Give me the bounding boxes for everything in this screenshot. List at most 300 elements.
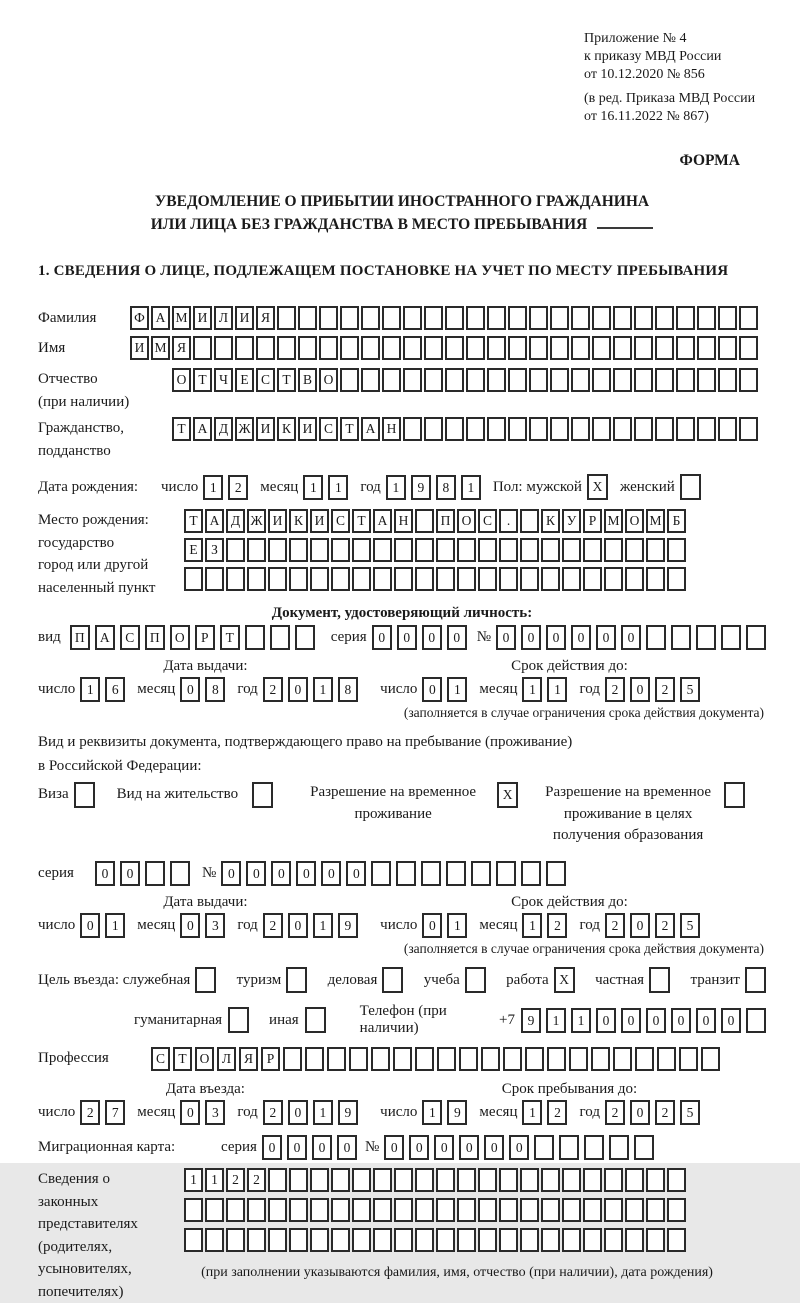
form-cell[interactable]: О — [170, 625, 190, 650]
form-cell[interactable]: 2 — [263, 913, 283, 938]
form-cell[interactable]: 0 — [484, 1135, 504, 1160]
form-cell[interactable]: С — [319, 417, 338, 441]
form-cell[interactable] — [676, 336, 695, 360]
form-cell[interactable] — [604, 1198, 623, 1222]
form-cell[interactable]: 0 — [180, 677, 200, 702]
form-cell[interactable] — [289, 567, 308, 591]
form-cell[interactable]: 0 — [221, 861, 241, 886]
form-cell[interactable]: Т — [277, 368, 296, 392]
form-cell[interactable] — [478, 1168, 497, 1192]
form-cell[interactable] — [625, 1228, 644, 1252]
form-cell[interactable] — [520, 509, 539, 533]
form-cell[interactable]: 8 — [205, 677, 225, 702]
form-cell[interactable] — [445, 417, 464, 441]
form-cell[interactable] — [634, 336, 653, 360]
form-cell[interactable] — [739, 306, 758, 330]
form-cell[interactable]: 0 — [246, 861, 266, 886]
form-cell[interactable] — [562, 1198, 581, 1222]
form-cell[interactable] — [584, 1135, 604, 1160]
form-cell[interactable] — [466, 368, 485, 392]
form-cell[interactable]: 0 — [95, 861, 115, 886]
form-cell[interactable] — [268, 538, 287, 562]
form-cell[interactable] — [546, 861, 566, 886]
form-cell[interactable] — [547, 1047, 566, 1071]
form-cell[interactable]: 1 — [386, 475, 406, 500]
form-cell[interactable]: Ф — [130, 306, 149, 330]
form-cell[interactable]: 1 — [461, 475, 481, 500]
form-cell[interactable] — [676, 306, 695, 330]
form-cell[interactable] — [214, 336, 233, 360]
form-cell[interactable] — [604, 567, 623, 591]
form-cell[interactable]: 8 — [436, 475, 456, 500]
form-cell[interactable] — [373, 1198, 392, 1222]
form-cell[interactable] — [529, 336, 548, 360]
form-cell[interactable]: 2 — [655, 1100, 675, 1125]
form-cell[interactable]: 8 — [338, 677, 358, 702]
form-cell[interactable]: 0 — [288, 913, 308, 938]
form-cell[interactable]: 2 — [263, 1100, 283, 1125]
form-cell[interactable]: 2 — [655, 913, 675, 938]
form-cell[interactable]: 1 — [547, 677, 567, 702]
form-cell[interactable]: Е — [184, 538, 203, 562]
form-cell[interactable] — [465, 967, 486, 993]
form-cell[interactable]: 0 — [346, 861, 366, 886]
form-cell[interactable]: 1 — [422, 1100, 442, 1125]
form-cell[interactable] — [193, 336, 212, 360]
form-cell[interactable]: 1 — [80, 677, 100, 702]
form-cell[interactable] — [270, 625, 290, 650]
form-cell[interactable]: 0 — [422, 625, 442, 650]
form-cell[interactable]: Л — [217, 1047, 236, 1071]
form-cell[interactable]: Ж — [247, 509, 266, 533]
form-cell[interactable]: М — [646, 509, 665, 533]
form-cell[interactable] — [466, 306, 485, 330]
form-cell[interactable]: М — [172, 306, 191, 330]
form-cell[interactable]: 9 — [338, 913, 358, 938]
form-cell[interactable]: 0 — [180, 1100, 200, 1125]
form-cell[interactable]: Е — [235, 368, 254, 392]
form-cell[interactable] — [562, 538, 581, 562]
form-cell[interactable]: 0 — [312, 1135, 332, 1160]
form-cell[interactable]: 0 — [459, 1135, 479, 1160]
form-cell[interactable]: С — [151, 1047, 170, 1071]
form-cell[interactable]: У — [562, 509, 581, 533]
form-cell[interactable] — [226, 1198, 245, 1222]
form-cell[interactable] — [305, 1007, 326, 1033]
form-cell[interactable] — [625, 1168, 644, 1192]
form-cell[interactable]: 1 — [203, 475, 223, 500]
form-cell[interactable] — [226, 1228, 245, 1252]
form-cell[interactable] — [228, 1007, 249, 1033]
form-cell[interactable] — [592, 336, 611, 360]
form-cell[interactable]: 1 — [447, 677, 467, 702]
form-cell[interactable] — [520, 1228, 539, 1252]
form-cell[interactable] — [592, 306, 611, 330]
form-cell[interactable]: 2 — [80, 1100, 100, 1125]
form-cell[interactable]: 5 — [680, 677, 700, 702]
form-cell[interactable]: И — [298, 417, 317, 441]
form-cell[interactable] — [436, 1168, 455, 1192]
form-cell[interactable]: М — [151, 336, 170, 360]
form-cell[interactable] — [625, 538, 644, 562]
form-cell[interactable]: 1 — [522, 677, 542, 702]
form-cell[interactable]: 0 — [422, 913, 442, 938]
form-cell[interactable]: И — [256, 417, 275, 441]
form-cell[interactable]: И — [310, 509, 329, 533]
form-cell[interactable]: К — [289, 509, 308, 533]
form-cell[interactable] — [478, 567, 497, 591]
form-cell[interactable] — [676, 368, 695, 392]
form-cell[interactable]: Д — [214, 417, 233, 441]
form-cell[interactable]: 2 — [263, 677, 283, 702]
form-cell[interactable] — [415, 1198, 434, 1222]
form-cell[interactable]: А — [205, 509, 224, 533]
form-cell[interactable]: С — [256, 368, 275, 392]
form-cell[interactable] — [277, 336, 296, 360]
form-cell[interactable] — [195, 967, 216, 993]
form-cell[interactable] — [745, 967, 766, 993]
form-cell[interactable] — [298, 336, 317, 360]
form-cell[interactable] — [667, 538, 686, 562]
form-cell[interactable] — [487, 336, 506, 360]
form-cell[interactable] — [319, 336, 338, 360]
form-cell[interactable]: X — [554, 967, 575, 993]
form-cell[interactable]: 0 — [630, 913, 650, 938]
form-cell[interactable] — [529, 306, 548, 330]
form-cell[interactable]: 9 — [411, 475, 431, 500]
form-cell[interactable]: С — [331, 509, 350, 533]
form-cell[interactable]: 2 — [547, 913, 567, 938]
form-cell[interactable] — [436, 1228, 455, 1252]
form-cell[interactable] — [352, 538, 371, 562]
form-cell[interactable] — [508, 336, 527, 360]
form-cell[interactable] — [394, 567, 413, 591]
form-cell[interactable] — [459, 1047, 478, 1071]
form-cell[interactable]: П — [145, 625, 165, 650]
form-cell[interactable] — [646, 1168, 665, 1192]
form-cell[interactable] — [697, 417, 716, 441]
form-cell[interactable] — [466, 417, 485, 441]
form-cell[interactable]: 0 — [696, 1008, 716, 1033]
form-cell[interactable] — [403, 368, 422, 392]
form-cell[interactable] — [503, 1047, 522, 1071]
form-cell[interactable] — [541, 1198, 560, 1222]
form-cell[interactable]: Р — [583, 509, 602, 533]
form-cell[interactable] — [478, 538, 497, 562]
form-cell[interactable] — [327, 1047, 346, 1071]
form-cell[interactable]: 0 — [671, 1008, 691, 1033]
form-cell[interactable]: 9 — [338, 1100, 358, 1125]
form-cell[interactable] — [289, 538, 308, 562]
form-cell[interactable]: X — [497, 782, 518, 808]
form-cell[interactable] — [331, 1198, 350, 1222]
form-cell[interactable]: 0 — [120, 861, 140, 886]
form-cell[interactable]: 2 — [547, 1100, 567, 1125]
form-cell[interactable] — [592, 368, 611, 392]
form-cell[interactable]: Т — [193, 368, 212, 392]
form-cell[interactable]: 7 — [105, 1100, 125, 1125]
form-cell[interactable] — [697, 368, 716, 392]
form-cell[interactable]: Т — [173, 1047, 192, 1071]
form-cell[interactable] — [562, 1228, 581, 1252]
form-cell[interactable] — [634, 417, 653, 441]
form-cell[interactable] — [604, 1228, 623, 1252]
form-cell[interactable]: 0 — [646, 1008, 666, 1033]
form-cell[interactable] — [613, 417, 632, 441]
form-cell[interactable] — [305, 1047, 324, 1071]
form-cell[interactable] — [436, 538, 455, 562]
form-cell[interactable]: С — [478, 509, 497, 533]
form-cell[interactable] — [667, 1168, 686, 1192]
form-cell[interactable] — [571, 306, 590, 330]
form-cell[interactable] — [247, 567, 266, 591]
form-cell[interactable] — [310, 567, 329, 591]
form-cell[interactable]: О — [625, 509, 644, 533]
form-cell[interactable] — [541, 1168, 560, 1192]
form-cell[interactable] — [508, 417, 527, 441]
form-cell[interactable] — [184, 1198, 203, 1222]
form-cell[interactable] — [671, 625, 691, 650]
form-cell[interactable] — [403, 336, 422, 360]
form-cell[interactable] — [634, 368, 653, 392]
form-cell[interactable]: 0 — [571, 625, 591, 650]
form-cell[interactable]: О — [172, 368, 191, 392]
form-cell[interactable] — [235, 336, 254, 360]
form-cell[interactable] — [591, 1047, 610, 1071]
form-cell[interactable] — [739, 417, 758, 441]
form-cell[interactable]: Я — [172, 336, 191, 360]
form-cell[interactable]: 1 — [522, 1100, 542, 1125]
form-cell[interactable] — [697, 336, 716, 360]
form-cell[interactable] — [667, 1228, 686, 1252]
form-cell[interactable]: 0 — [180, 913, 200, 938]
form-cell[interactable]: 1 — [522, 913, 542, 938]
form-cell[interactable]: 5 — [680, 1100, 700, 1125]
form-cell[interactable] — [739, 336, 758, 360]
form-cell[interactable]: Н — [382, 417, 401, 441]
form-cell[interactable] — [310, 1228, 329, 1252]
form-cell[interactable] — [352, 1228, 371, 1252]
form-cell[interactable]: О — [457, 509, 476, 533]
form-cell[interactable] — [373, 1168, 392, 1192]
form-cell[interactable] — [415, 1228, 434, 1252]
form-cell[interactable] — [499, 567, 518, 591]
form-cell[interactable] — [457, 1168, 476, 1192]
form-cell[interactable] — [487, 368, 506, 392]
form-cell[interactable] — [445, 306, 464, 330]
form-cell[interactable]: 0 — [596, 625, 616, 650]
form-cell[interactable] — [436, 567, 455, 591]
form-cell[interactable] — [604, 1168, 623, 1192]
form-cell[interactable] — [394, 1198, 413, 1222]
form-cell[interactable]: 1 — [447, 913, 467, 938]
form-cell[interactable] — [613, 368, 632, 392]
form-cell[interactable] — [655, 306, 674, 330]
form-cell[interactable] — [724, 782, 745, 808]
form-cell[interactable]: И — [130, 336, 149, 360]
form-cell[interactable] — [550, 417, 569, 441]
form-cell[interactable] — [349, 1047, 368, 1071]
form-cell[interactable] — [373, 1228, 392, 1252]
form-cell[interactable]: Я — [239, 1047, 258, 1071]
form-cell[interactable] — [525, 1047, 544, 1071]
form-cell[interactable] — [361, 368, 380, 392]
form-cell[interactable]: Т — [352, 509, 371, 533]
form-cell[interactable]: 9 — [521, 1008, 541, 1033]
form-cell[interactable] — [471, 861, 491, 886]
form-cell[interactable]: 2 — [226, 1168, 245, 1192]
form-cell[interactable] — [718, 336, 737, 360]
form-cell[interactable] — [746, 1008, 766, 1033]
form-cell[interactable]: А — [373, 509, 392, 533]
form-cell[interactable] — [478, 1198, 497, 1222]
form-cell[interactable]: X — [587, 474, 608, 500]
form-cell[interactable]: 2 — [655, 677, 675, 702]
form-cell[interactable]: 1 — [328, 475, 348, 500]
form-cell[interactable] — [646, 538, 665, 562]
form-cell[interactable]: 2 — [605, 913, 625, 938]
form-cell[interactable] — [625, 1198, 644, 1222]
form-cell[interactable] — [415, 1047, 434, 1071]
form-cell[interactable] — [746, 625, 766, 650]
form-cell[interactable] — [361, 306, 380, 330]
form-cell[interactable]: К — [277, 417, 296, 441]
form-cell[interactable] — [170, 861, 190, 886]
form-cell[interactable] — [403, 306, 422, 330]
form-cell[interactable]: З — [205, 538, 224, 562]
form-cell[interactable]: 0 — [496, 625, 516, 650]
form-cell[interactable]: М — [604, 509, 623, 533]
form-cell[interactable] — [718, 306, 737, 330]
form-cell[interactable] — [634, 1135, 654, 1160]
form-cell[interactable] — [499, 1168, 518, 1192]
form-cell[interactable]: 0 — [287, 1135, 307, 1160]
form-cell[interactable] — [373, 538, 392, 562]
form-cell[interactable] — [268, 1198, 287, 1222]
form-cell[interactable] — [499, 1198, 518, 1222]
form-cell[interactable]: 0 — [621, 1008, 641, 1033]
form-cell[interactable]: 0 — [80, 913, 100, 938]
form-cell[interactable]: 0 — [447, 625, 467, 650]
form-cell[interactable] — [340, 336, 359, 360]
form-cell[interactable] — [352, 1168, 371, 1192]
form-cell[interactable] — [541, 1228, 560, 1252]
form-cell[interactable]: 2 — [605, 1100, 625, 1125]
form-cell[interactable] — [373, 567, 392, 591]
form-cell[interactable] — [286, 967, 307, 993]
form-cell[interactable] — [283, 1047, 302, 1071]
form-cell[interactable] — [520, 567, 539, 591]
form-cell[interactable] — [550, 306, 569, 330]
form-cell[interactable]: 0 — [721, 1008, 741, 1033]
form-cell[interactable] — [634, 306, 653, 330]
form-cell[interactable] — [655, 417, 674, 441]
form-cell[interactable] — [613, 1047, 632, 1071]
form-cell[interactable] — [696, 625, 716, 650]
form-cell[interactable] — [421, 861, 441, 886]
form-cell[interactable]: 3 — [205, 913, 225, 938]
form-cell[interactable] — [382, 368, 401, 392]
form-cell[interactable] — [739, 368, 758, 392]
form-cell[interactable] — [487, 417, 506, 441]
form-cell[interactable] — [415, 1168, 434, 1192]
form-cell[interactable] — [393, 1047, 412, 1071]
form-cell[interactable]: 1 — [546, 1008, 566, 1033]
form-cell[interactable]: И — [268, 509, 287, 533]
form-cell[interactable] — [718, 417, 737, 441]
form-cell[interactable] — [457, 538, 476, 562]
form-cell[interactable] — [268, 567, 287, 591]
form-cell[interactable] — [679, 1047, 698, 1071]
form-cell[interactable] — [445, 336, 464, 360]
form-cell[interactable]: П — [70, 625, 90, 650]
form-cell[interactable] — [298, 306, 317, 330]
form-cell[interactable] — [613, 306, 632, 330]
form-cell[interactable] — [457, 1228, 476, 1252]
form-cell[interactable] — [331, 567, 350, 591]
form-cell[interactable]: 0 — [621, 625, 641, 650]
form-cell[interactable]: 0 — [288, 1100, 308, 1125]
form-cell[interactable] — [289, 1198, 308, 1222]
form-cell[interactable] — [446, 861, 466, 886]
form-cell[interactable] — [382, 967, 403, 993]
form-cell[interactable] — [676, 417, 695, 441]
form-cell[interactable]: 2 — [605, 677, 625, 702]
form-cell[interactable] — [520, 1168, 539, 1192]
form-cell[interactable] — [569, 1047, 588, 1071]
form-cell[interactable]: 0 — [434, 1135, 454, 1160]
form-cell[interactable] — [289, 1228, 308, 1252]
form-cell[interactable] — [529, 368, 548, 392]
form-cell[interactable] — [646, 1198, 665, 1222]
form-cell[interactable] — [268, 1228, 287, 1252]
form-cell[interactable] — [396, 861, 416, 886]
form-cell[interactable] — [382, 336, 401, 360]
form-cell[interactable] — [697, 306, 716, 330]
form-cell[interactable]: . — [499, 509, 518, 533]
form-cell[interactable] — [319, 306, 338, 330]
form-cell[interactable]: Л — [214, 306, 233, 330]
form-cell[interactable] — [445, 368, 464, 392]
form-cell[interactable] — [466, 336, 485, 360]
form-cell[interactable]: Н — [394, 509, 413, 533]
form-cell[interactable] — [718, 368, 737, 392]
form-cell[interactable] — [655, 336, 674, 360]
form-cell[interactable] — [361, 336, 380, 360]
form-cell[interactable]: 1 — [105, 913, 125, 938]
form-cell[interactable] — [277, 306, 296, 330]
form-cell[interactable] — [310, 538, 329, 562]
form-cell[interactable]: 1 — [184, 1168, 203, 1192]
form-cell[interactable] — [184, 1228, 203, 1252]
form-cell[interactable] — [721, 625, 741, 650]
form-cell[interactable]: Ч — [214, 368, 233, 392]
form-cell[interactable] — [520, 1198, 539, 1222]
form-cell[interactable] — [583, 1198, 602, 1222]
form-cell[interactable]: О — [319, 368, 338, 392]
form-cell[interactable]: 0 — [384, 1135, 404, 1160]
form-cell[interactable] — [625, 567, 644, 591]
form-cell[interactable] — [635, 1047, 654, 1071]
form-cell[interactable] — [541, 538, 560, 562]
form-cell[interactable]: 1 — [303, 475, 323, 500]
form-cell[interactable]: В — [298, 368, 317, 392]
form-cell[interactable] — [657, 1047, 676, 1071]
form-cell[interactable]: О — [195, 1047, 214, 1071]
form-cell[interactable] — [371, 861, 391, 886]
form-cell[interactable]: 0 — [596, 1008, 616, 1033]
form-cell[interactable] — [424, 417, 443, 441]
